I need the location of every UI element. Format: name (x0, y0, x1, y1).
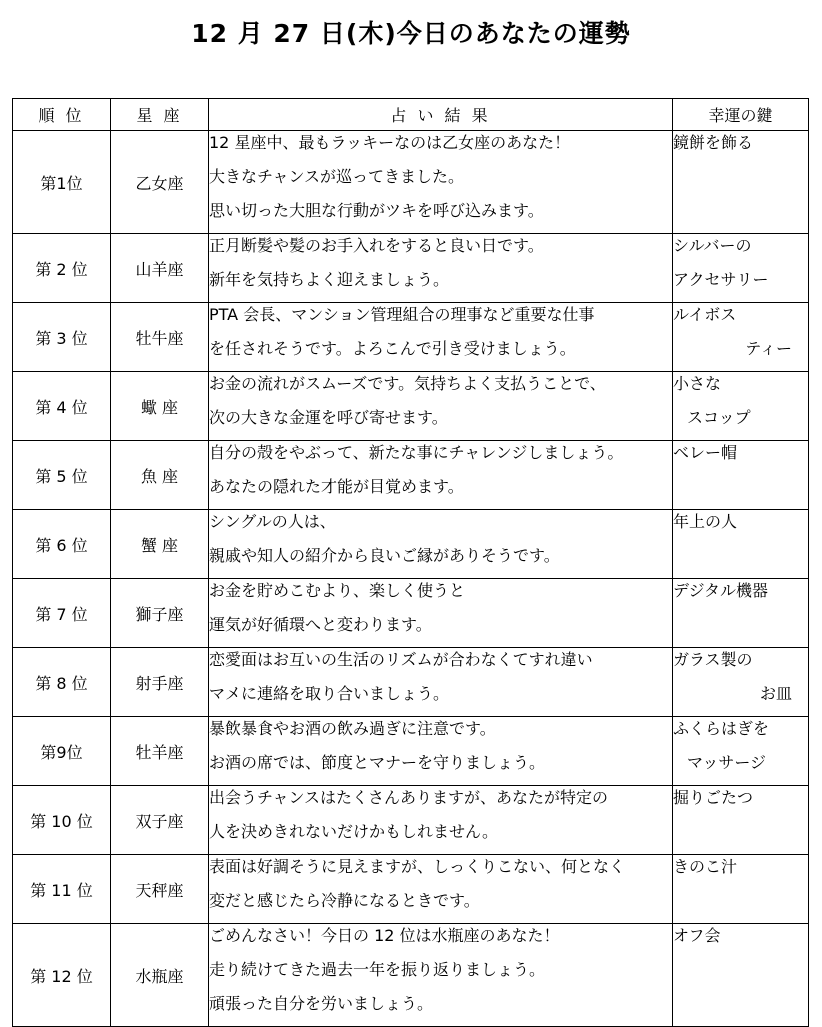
result-line: ごめんなさい！今日の 12 位は水瓶座のあなた！ (209, 926, 560, 945)
lucky-key-cell (673, 924, 809, 1027)
lucky-key-cell (673, 441, 809, 510)
result-cell (209, 441, 673, 510)
sign-cell: 牡牛座 (111, 303, 209, 372)
lucky-key-cell (673, 510, 809, 579)
sign-cell: 双子座 (111, 786, 209, 855)
sign-cell: 牡羊座 (111, 717, 209, 786)
rank-cell: 第 4 位 (13, 372, 111, 441)
table-row (13, 441, 809, 510)
lucky-key-line: 掘りごたつ (673, 788, 754, 807)
result-line: 大きなチャンスが巡ってきました。 (209, 167, 465, 186)
result-line: 親戚や知人の紹介から良いご縁がありそうです。 (209, 546, 560, 565)
lucky-key-line: きのこ汁 (673, 857, 738, 876)
result-line: 人を決めきれないだけかもしれません。 (209, 822, 498, 841)
lucky-key-line: マッサージ (687, 753, 767, 772)
table-row (13, 579, 809, 648)
result-line: 暴飲暴食やお酒の飲み過ぎに注意です。 (209, 719, 496, 738)
lucky-key-line: スコップ (687, 408, 751, 427)
lucky-key-cell (673, 372, 809, 441)
sign-cell: 射手座 (111, 648, 209, 717)
result-cell (209, 131, 673, 234)
result-line: 思い切った大胆な行動がツキを呼び込みます。 (209, 201, 544, 220)
rank-cell: 第 2 位 (13, 234, 111, 303)
sign-cell: 水瓶座 (111, 924, 209, 1027)
result-line: を任されそうです。よろこんで引き受けましょう。 (209, 339, 576, 358)
rank-cell: 第 6 位 (13, 510, 111, 579)
fortune-table (12, 98, 809, 1027)
result-line: お酒の席では、節度とマナーを守りましょう。 (209, 753, 546, 772)
result-line: 運気が好循環へと変わります。 (209, 615, 432, 634)
page-title: 12 月 27 日(木)今日のあなたの運勢 (191, 19, 631, 48)
sign-cell: 乙女座 (111, 131, 209, 234)
sign-cell: 山羊座 (111, 234, 209, 303)
lucky-key-cell (673, 855, 809, 924)
lucky-key-line: 鏡餅を飾る (673, 133, 754, 152)
result-line: 次の大きな金運を呼び寄せます。 (209, 408, 448, 427)
sign-cell: 魚 座 (111, 441, 209, 510)
rank-cell: 第1位 (13, 131, 111, 234)
rank-cell: 第 3 位 (13, 303, 111, 372)
lucky-key-line: アクセサリー (673, 270, 769, 289)
result-line: あなたの隠れた才能が目覚めます。 (209, 477, 464, 496)
result-cell (209, 303, 673, 372)
result-line: 走り続けてきた過去一年を振り返りましょう。 (209, 960, 546, 979)
rank-cell: 第 11 位 (13, 855, 111, 924)
lucky-key-cell (673, 131, 809, 234)
table-row (13, 131, 809, 234)
table-row (13, 303, 809, 372)
rank-cell: 第 5 位 (13, 441, 111, 510)
result-line: シングルの人は、 (209, 512, 336, 531)
sign-cell: 獅子座 (111, 579, 209, 648)
result-cell (209, 234, 673, 303)
result-cell (209, 648, 673, 717)
lucky-key-cell (673, 648, 809, 717)
rank-cell: 第9位 (13, 717, 111, 786)
table-row (13, 648, 809, 717)
rank-cell: 第 8 位 (13, 648, 111, 717)
table-row (13, 855, 809, 924)
result-line: 恋愛面はお互いの生活のリズムが合わなくてすれ違い (209, 650, 593, 669)
rank-cell: 第 12 位 (13, 924, 111, 1027)
lucky-key-line: ルイボス (673, 305, 737, 324)
header-rank: 順 位 (13, 99, 111, 131)
sign-cell: 蟹 座 (111, 510, 209, 579)
lucky-key-line: ふくらはぎを (673, 719, 770, 738)
table-row (13, 717, 809, 786)
result-line: 出会うチャンスはたくさんありますが、あなたが特定の (209, 788, 609, 807)
result-line: 12 星座中、最もラッキーなのは乙女座のあなた！ (209, 133, 571, 152)
table-header-row (13, 99, 809, 131)
result-cell (209, 924, 673, 1027)
lucky-key-line: ベレー帽 (673, 443, 738, 462)
result-line: お金を貯めこむより、楽しく使うと (209, 581, 466, 600)
table-row (13, 234, 809, 303)
header-key: 幸運の鍵 (673, 99, 809, 131)
result-line: マメに連絡を取り合いましょう。 (209, 684, 450, 703)
lucky-key-line: 年上の人 (673, 512, 738, 531)
lucky-key-line: ガラス製の (673, 650, 753, 669)
lucky-key-line: 小さな (673, 374, 722, 393)
lucky-key-cell (673, 717, 809, 786)
result-cell (209, 855, 673, 924)
result-cell (209, 786, 673, 855)
sign-cell: 蠍 座 (111, 372, 209, 441)
lucky-key-line: シルバーの (673, 236, 752, 255)
sign-cell: 天秤座 (111, 855, 209, 924)
lucky-key-cell (673, 303, 809, 372)
table-row (13, 372, 809, 441)
result-cell (209, 372, 673, 441)
header-result: 占 い 結 果 (209, 99, 673, 131)
lucky-key-line: オフ会 (673, 926, 721, 945)
table-row (13, 924, 809, 1027)
lucky-key-cell (673, 234, 809, 303)
result-cell (209, 510, 673, 579)
result-line: 正月断髪や髪のお手入れをすると良い日です。 (209, 236, 544, 255)
rank-cell: 第 10 位 (13, 786, 111, 855)
result-line: 自分の殻をやぶって、新たな事にチャレンジしましょう。 (209, 443, 624, 462)
table-row (13, 510, 809, 579)
lucky-key-line: デジタル機器 (673, 581, 769, 600)
result-line: 表面は好調そうに見えますが、しっくりこない、何となく (209, 857, 626, 876)
rank-cell: 第 7 位 (13, 579, 111, 648)
result-line: PTA 会長、マンション管理組合の理事など重要な仕事 (209, 305, 595, 324)
lucky-key-line: ティー (745, 339, 792, 358)
result-line: 頑張った自分を労いましょう。 (209, 994, 434, 1013)
table-row (13, 786, 809, 855)
result-line: 新年を気持ちよく迎えましょう。 (209, 270, 450, 289)
result-line: お金の流れがスムーズです。気持ちよく支払うことで、 (209, 374, 606, 393)
lucky-key-cell (673, 579, 809, 648)
lucky-key-cell (673, 786, 809, 855)
lucky-key-line: お皿 (759, 684, 792, 703)
header-sign: 星 座 (111, 99, 209, 131)
result-line: 変だと感じたら冷静になるときです。 (209, 891, 480, 910)
result-cell (209, 717, 673, 786)
result-cell (209, 579, 673, 648)
